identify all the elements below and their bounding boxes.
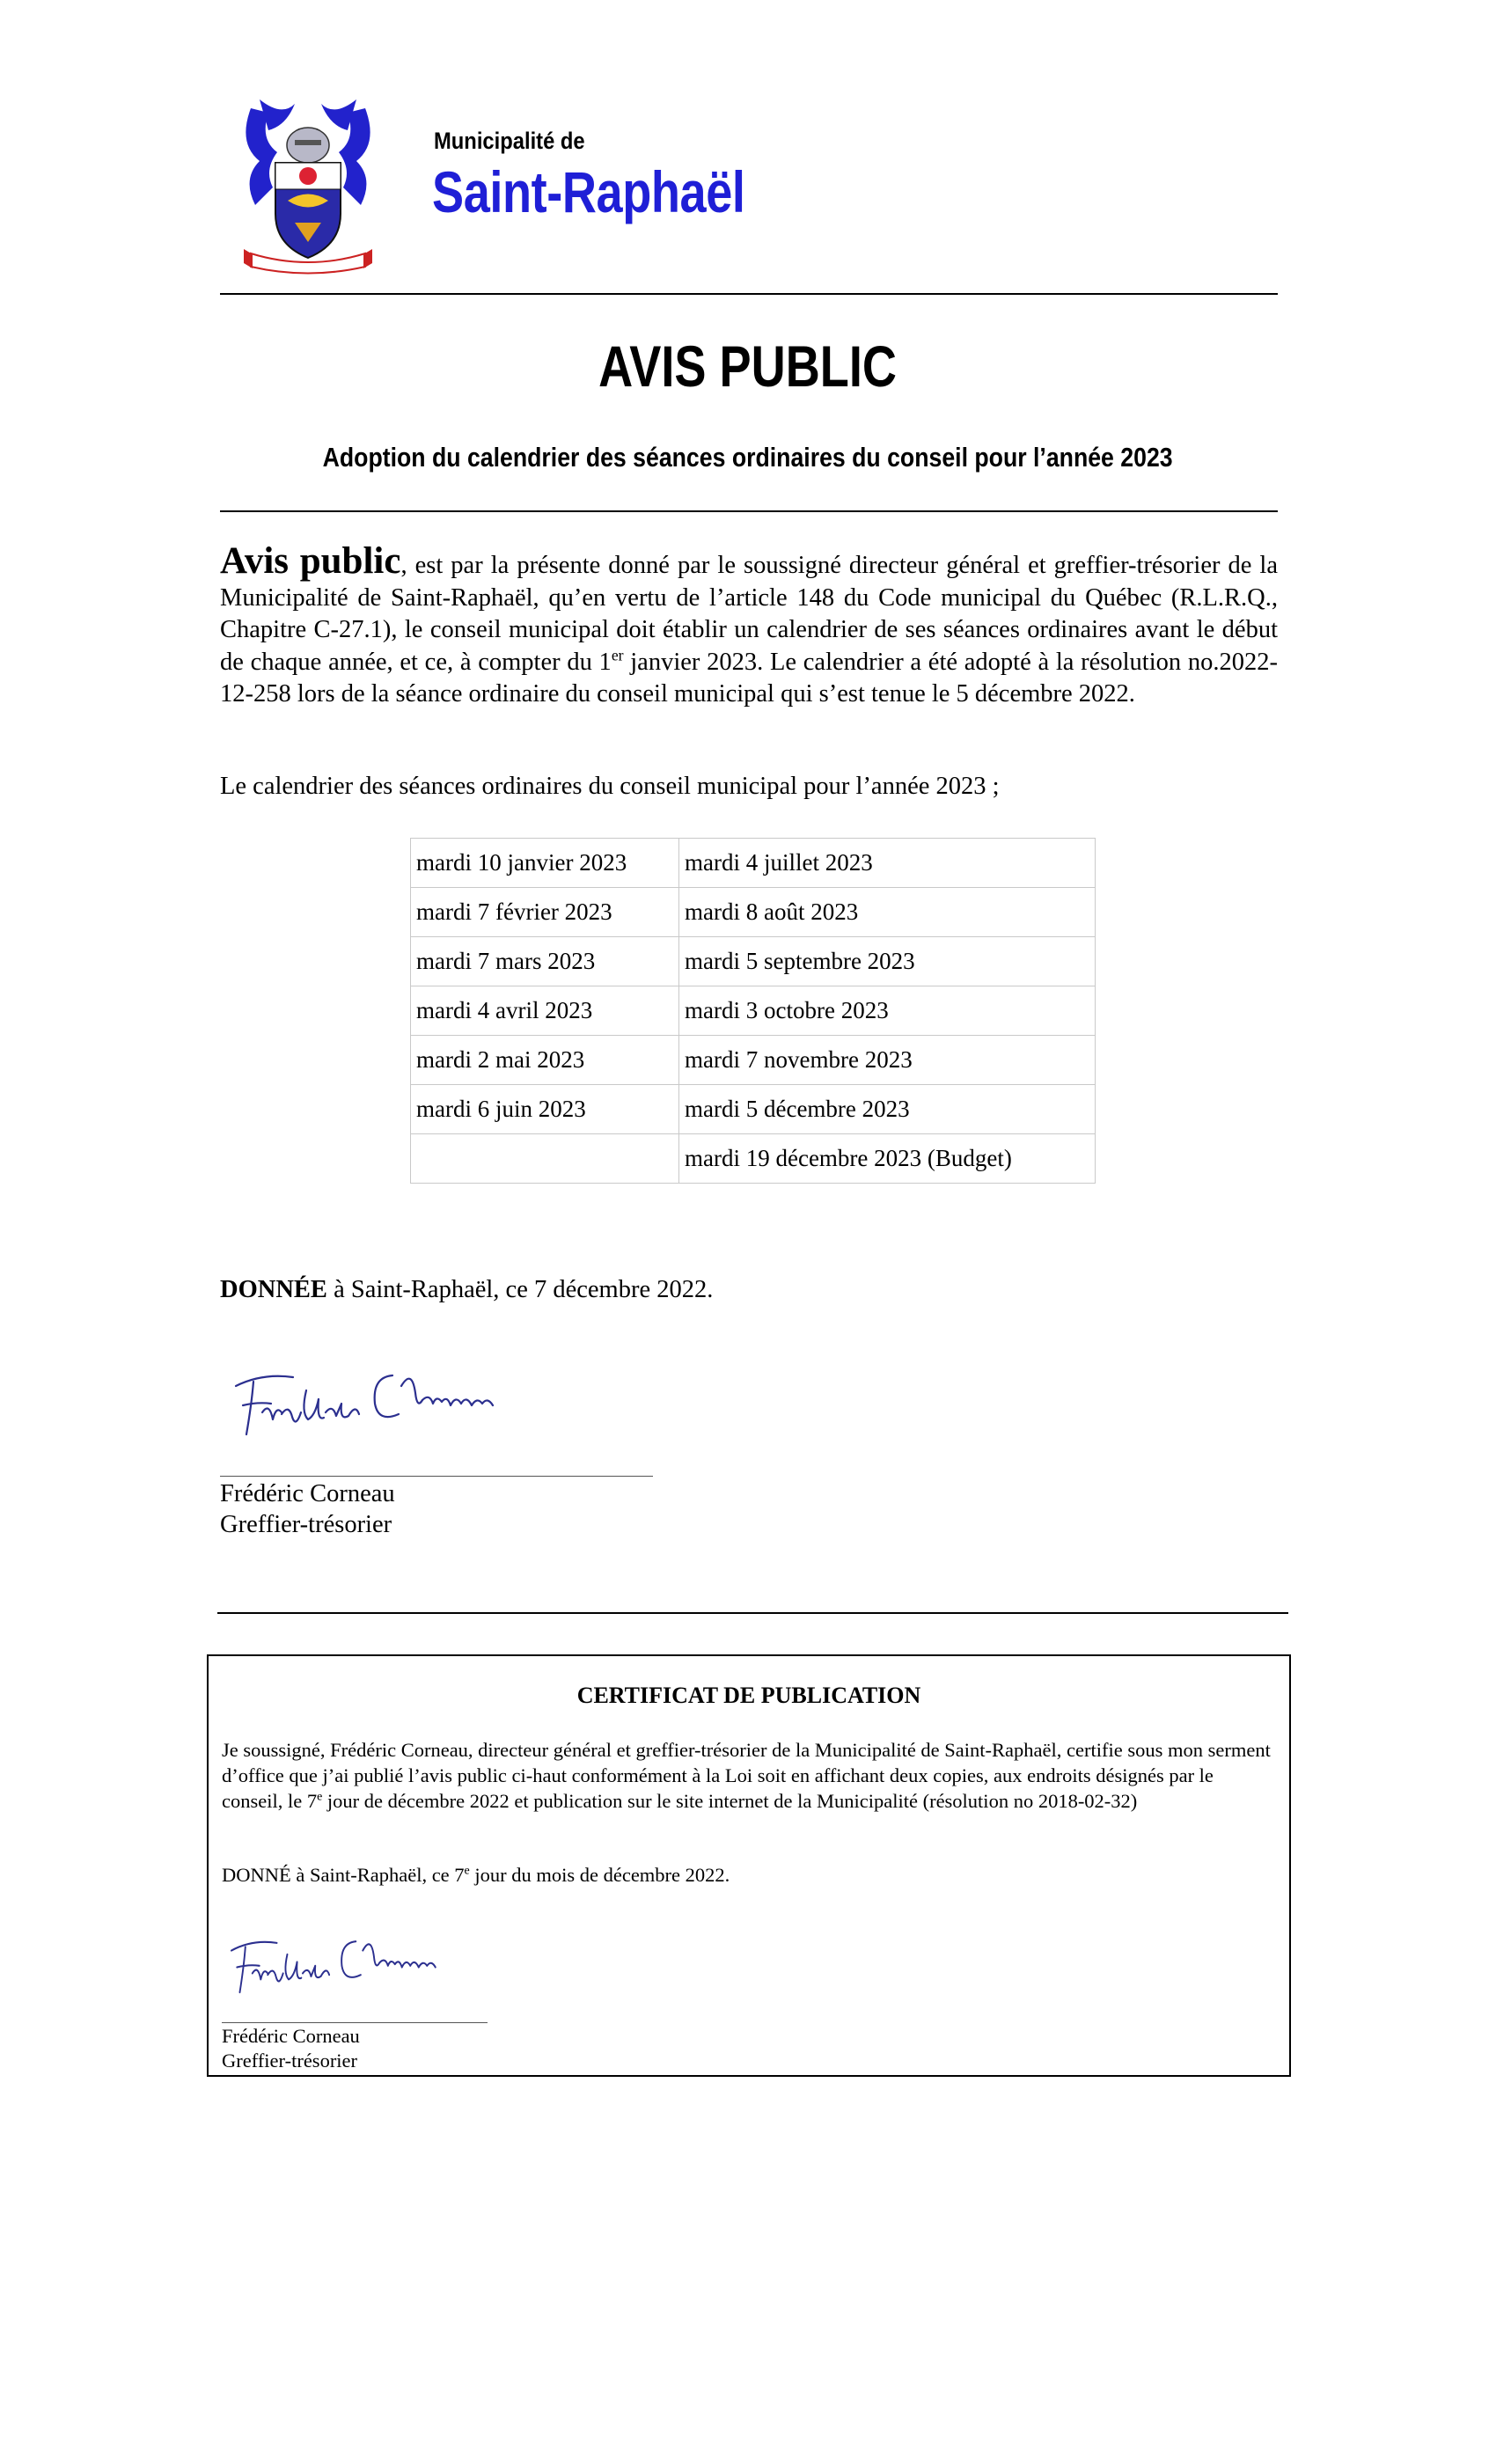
handwritten-signature-icon — [227, 1351, 526, 1448]
calendar-cell-first-half: mardi 7 février 2023 — [411, 888, 679, 937]
signatory-role: Greffier-trésorier — [220, 1511, 392, 1538]
calendar-row — [411, 1085, 1096, 1134]
notice-body-2: janvier 2023. Le calendrier a été adopté à la résolution no.2022-12-258 lors de la séance ordinaire du conseil municipal qui s’est tenue le 5 décembre 2022. — [220, 648, 1278, 708]
municipality-prefix: Municipalité de — [434, 128, 585, 154]
certificate-given-1: DONNÉ à Saint-Raphaël, ce 7 — [222, 1864, 465, 1886]
certificate-given — [222, 1864, 730, 1887]
calendar-cell-first-half: mardi 6 juin 2023 — [411, 1085, 679, 1134]
signatory-block — [220, 1478, 395, 1540]
certificate-given-sup: e — [464, 1864, 470, 1878]
calendar-row — [411, 839, 1096, 888]
calendar-intro: Le calendrier des séances ordinaires du conseil municipal pour l’année 2023 ; — [220, 773, 1000, 800]
calendar-row — [411, 888, 1096, 937]
page-title — [0, 333, 1496, 400]
calendar-row — [411, 986, 1096, 1036]
given-statement — [220, 1276, 713, 1304]
certificate-text-1: Je soussigné, Frédéric Corneau, directeur général et greffier-trésorier de la Municipalité de Saint-Raphaël, certifie sous mon serment d’office que j’ai publié l’avis public ci-haut conformément à la Loi soit en affichant deux copies, aux endroits désignés par le conseil, le 7 — [222, 1739, 1271, 1812]
notice-paragraph — [220, 540, 1279, 711]
calendar-cell-first-half: mardi 10 janvier 2023 — [411, 839, 679, 888]
calendar-cell-second-half: mardi 7 novembre 2023 — [679, 1036, 1096, 1085]
calendar-cell-second-half: mardi 19 décembre 2023 (Budget) — [679, 1134, 1096, 1184]
notice-body-1: , est par la présente donné par le soussigné directeur général et greffier-trésorier de la Municipalité de Saint-Raphaël, qu’en vertu de l’article 148 du Code municipal du Québec (R.L.R.Q., Chapitre C-27.1), le conseil municipal doit établir un calendrier de ses séances ordinaires avant le début de chaque année, et ce, à compter du 1 — [220, 552, 1279, 676]
calendar-row — [411, 1036, 1096, 1085]
calendar-cell-second-half: mardi 3 octobre 2023 — [679, 986, 1096, 1036]
calendar-cell-second-half: mardi 8 août 2023 — [679, 888, 1096, 937]
certificate-text — [222, 1737, 1278, 1814]
signatory-name: Frédéric Corneau — [220, 1480, 395, 1507]
page-title-text: AVIS PUBLIC — [598, 334, 898, 399]
given-bold: DONNÉE — [220, 1276, 327, 1303]
given-rest: à Saint-Raphaël, ce 7 décembre 2022. — [326, 1276, 714, 1303]
calendar-cell-second-half: mardi 5 décembre 2023 — [679, 1085, 1096, 1134]
certificate-title: CERTIFICAT DE PUBLICATION — [576, 1683, 921, 1708]
calendar-cell-first-half: mardi 4 avril 2023 — [411, 986, 679, 1036]
calendar-cell-first-half — [411, 1134, 679, 1184]
calendar-row — [411, 937, 1096, 986]
certificate-signature-line — [222, 2022, 488, 2023]
calendar-cell-first-half: mardi 2 mai 2023 — [411, 1036, 679, 1085]
certificate-signatory-role: Greffier-trésorier — [222, 2050, 358, 2072]
subtitle — [0, 442, 1496, 473]
publication-certificate — [207, 1654, 1291, 2077]
notice-body-sup: er — [611, 646, 624, 664]
calendar-cell-second-half: mardi 4 juillet 2023 — [679, 839, 1096, 888]
coat-of-arms-icon — [233, 91, 383, 275]
certificate-text-sup: e — [317, 1790, 323, 1804]
municipality-name: Saint-Raphaël — [432, 159, 745, 224]
notice-lead: Avis public — [220, 540, 401, 582]
meeting-calendar-table — [410, 838, 1096, 1184]
certificate-signature-icon — [224, 1920, 462, 2004]
certificate-signatory-name: Frédéric Corneau — [222, 2025, 360, 2047]
header-divider — [220, 293, 1278, 295]
calendar-row — [411, 1134, 1096, 1184]
calendar-cell-second-half: mardi 5 septembre 2023 — [679, 937, 1096, 986]
certificate-signatory-block — [222, 2024, 360, 2073]
calendar-cell-first-half: mardi 7 mars 2023 — [411, 937, 679, 986]
signature-line — [220, 1476, 653, 1477]
certificate-given-2: jour du mois de décembre 2022. — [469, 1864, 730, 1886]
subtitle-divider — [220, 510, 1278, 512]
certificate-text-2: jour de décembre 2022 et publication sur le site internet de la Municipalité (résolution no 2018-02-32) — [322, 1790, 1138, 1812]
subtitle-text: Adoption du calendrier des séances ordinaires du conseil pour l’année 2023 — [323, 442, 1173, 473]
footer-divider — [217, 1612, 1288, 1614]
